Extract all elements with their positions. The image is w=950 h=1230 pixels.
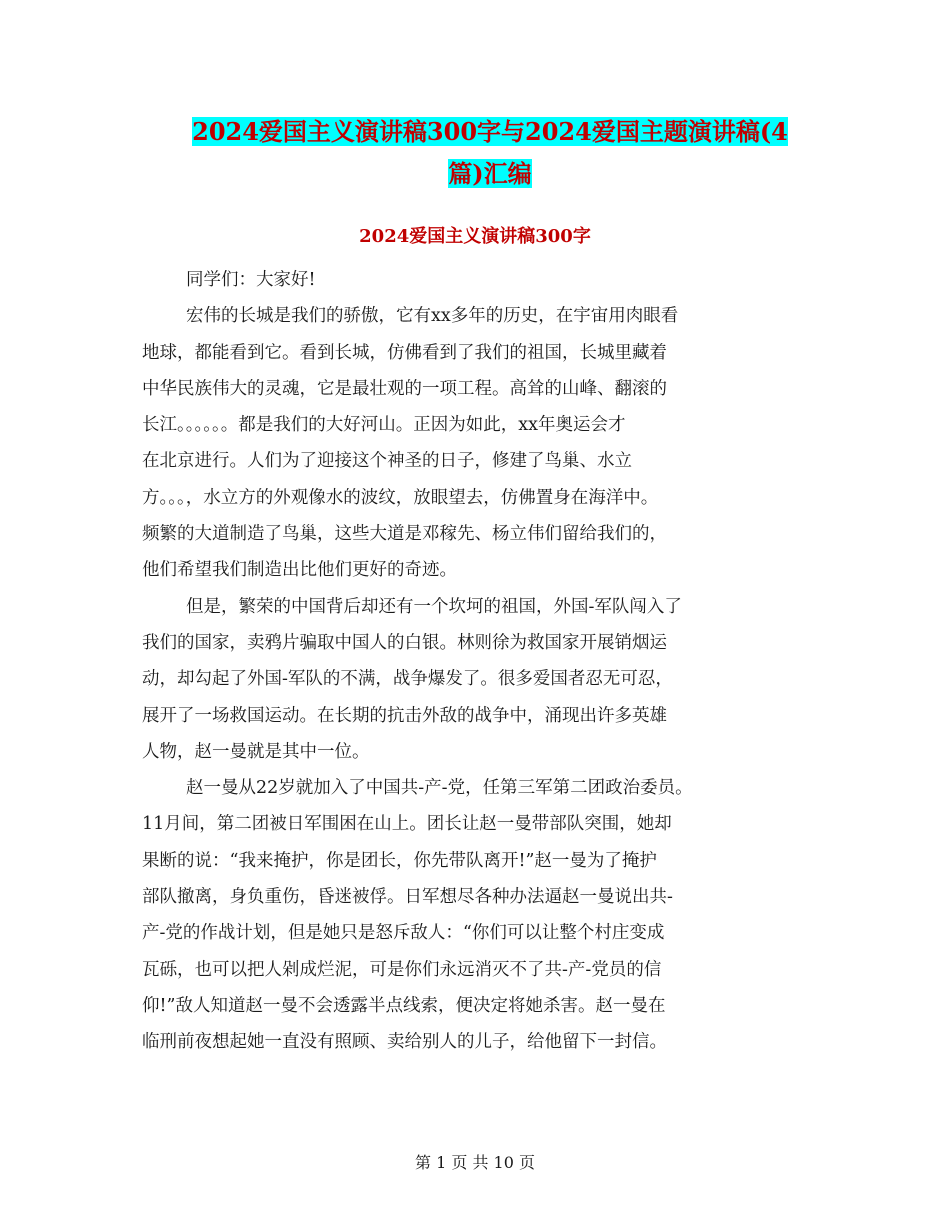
body-line: 瓦砾，也可以把人剁成烂泥，可是你们永远消灭不了共-产-党员的信 bbox=[142, 959, 662, 980]
page-footer: 第 1 页 共 10 页 bbox=[415, 1153, 535, 1172]
body-line: 但是，繁荣的中国背后却还有一个坎坷的祖国，外国-军队闯入了 bbox=[186, 596, 682, 617]
body-line: 同学们：大家好! bbox=[186, 270, 316, 290]
body-line: 部队撤离，身负重伤，昏迷被俘。日军想尽各种办法逼赵一曼说出共- bbox=[142, 887, 673, 908]
body-line: 地球，都能看到它。看到长城，仿佛看到了我们的祖国，长城里藏着 bbox=[142, 342, 667, 363]
document-title-line-1 bbox=[140, 110, 840, 154]
body-line: 在北京进行。人们为了迎接这个神圣的日子，修建了鸟巢、水立 bbox=[142, 451, 632, 472]
section-heading: 2024爱国主义演讲稿300字 bbox=[359, 226, 591, 247]
body-line: 果断的说：“我来掩护，你是团长，你先带队离开!”赵一曼为了掩护 bbox=[142, 850, 657, 871]
body-line: 中华民族伟大的灵魂，它是最壮观的一项工程。高耸的山峰、翻滚的 bbox=[142, 378, 667, 399]
body-line: 方。。。，水立方的外观像水的波纹，放眼望去，仿佛置身在海洋中。 bbox=[142, 487, 659, 508]
body-line: 临刑前夜想起她一直没有照顾、卖给别人的儿子，给他留下一封信。 bbox=[142, 1032, 667, 1053]
body-line: 人物，赵一曼就是其中一位。 bbox=[142, 741, 370, 762]
body-line: 我们的国家，卖鸦片骗取中国人的白银。林则徐为救国家开展销烟运 bbox=[142, 632, 667, 653]
body-line: 频繁的大道制造了鸟巢，这些大道是邓稼先、杨立伟们留给我们的， bbox=[142, 524, 667, 545]
body-line: 11月间，第二团被日军围困在山上。团长让赵一曼带部队突围，她却 bbox=[142, 814, 672, 835]
body-line: 展开了一场救国运动。在长期的抗击外敌的战争中，涌现出许多英雄 bbox=[142, 705, 667, 726]
document-title-line-2 bbox=[140, 152, 840, 196]
body-line: 产-党的作战计划，但是她只是怒斥敌人：“你们可以让整个村庄变成 bbox=[142, 923, 665, 944]
document-body bbox=[142, 262, 822, 1061]
title-highlight: 篇)汇编 bbox=[448, 159, 532, 188]
body-line: 赵一曼从22岁就加入了中国共-产-党，任第三军第二团政治委员。 bbox=[186, 778, 693, 799]
body-line: 仰!”敌人知道赵一曼不会透露半点线索，便决定将她杀害。赵一曼在 bbox=[142, 995, 666, 1016]
body-line: 他们希望我们制造出比他们更好的奇迹。 bbox=[142, 560, 457, 581]
body-line: 长江。。。。。。都是我们的大好河山。正因为如此，xx年奥运会才 bbox=[142, 415, 626, 436]
title-highlight: 2024爱国主义演讲稿300字与2024爱国主题演讲稿(4 bbox=[192, 117, 788, 146]
body-line: 动，却勾起了外国-军队的不满，战争爆发了。很多爱国者忍无可忍， bbox=[142, 669, 673, 690]
body-line: 宏伟的长城是我们的骄傲，它有xx多年的历史，在宇宙用肉眼看 bbox=[186, 306, 679, 327]
